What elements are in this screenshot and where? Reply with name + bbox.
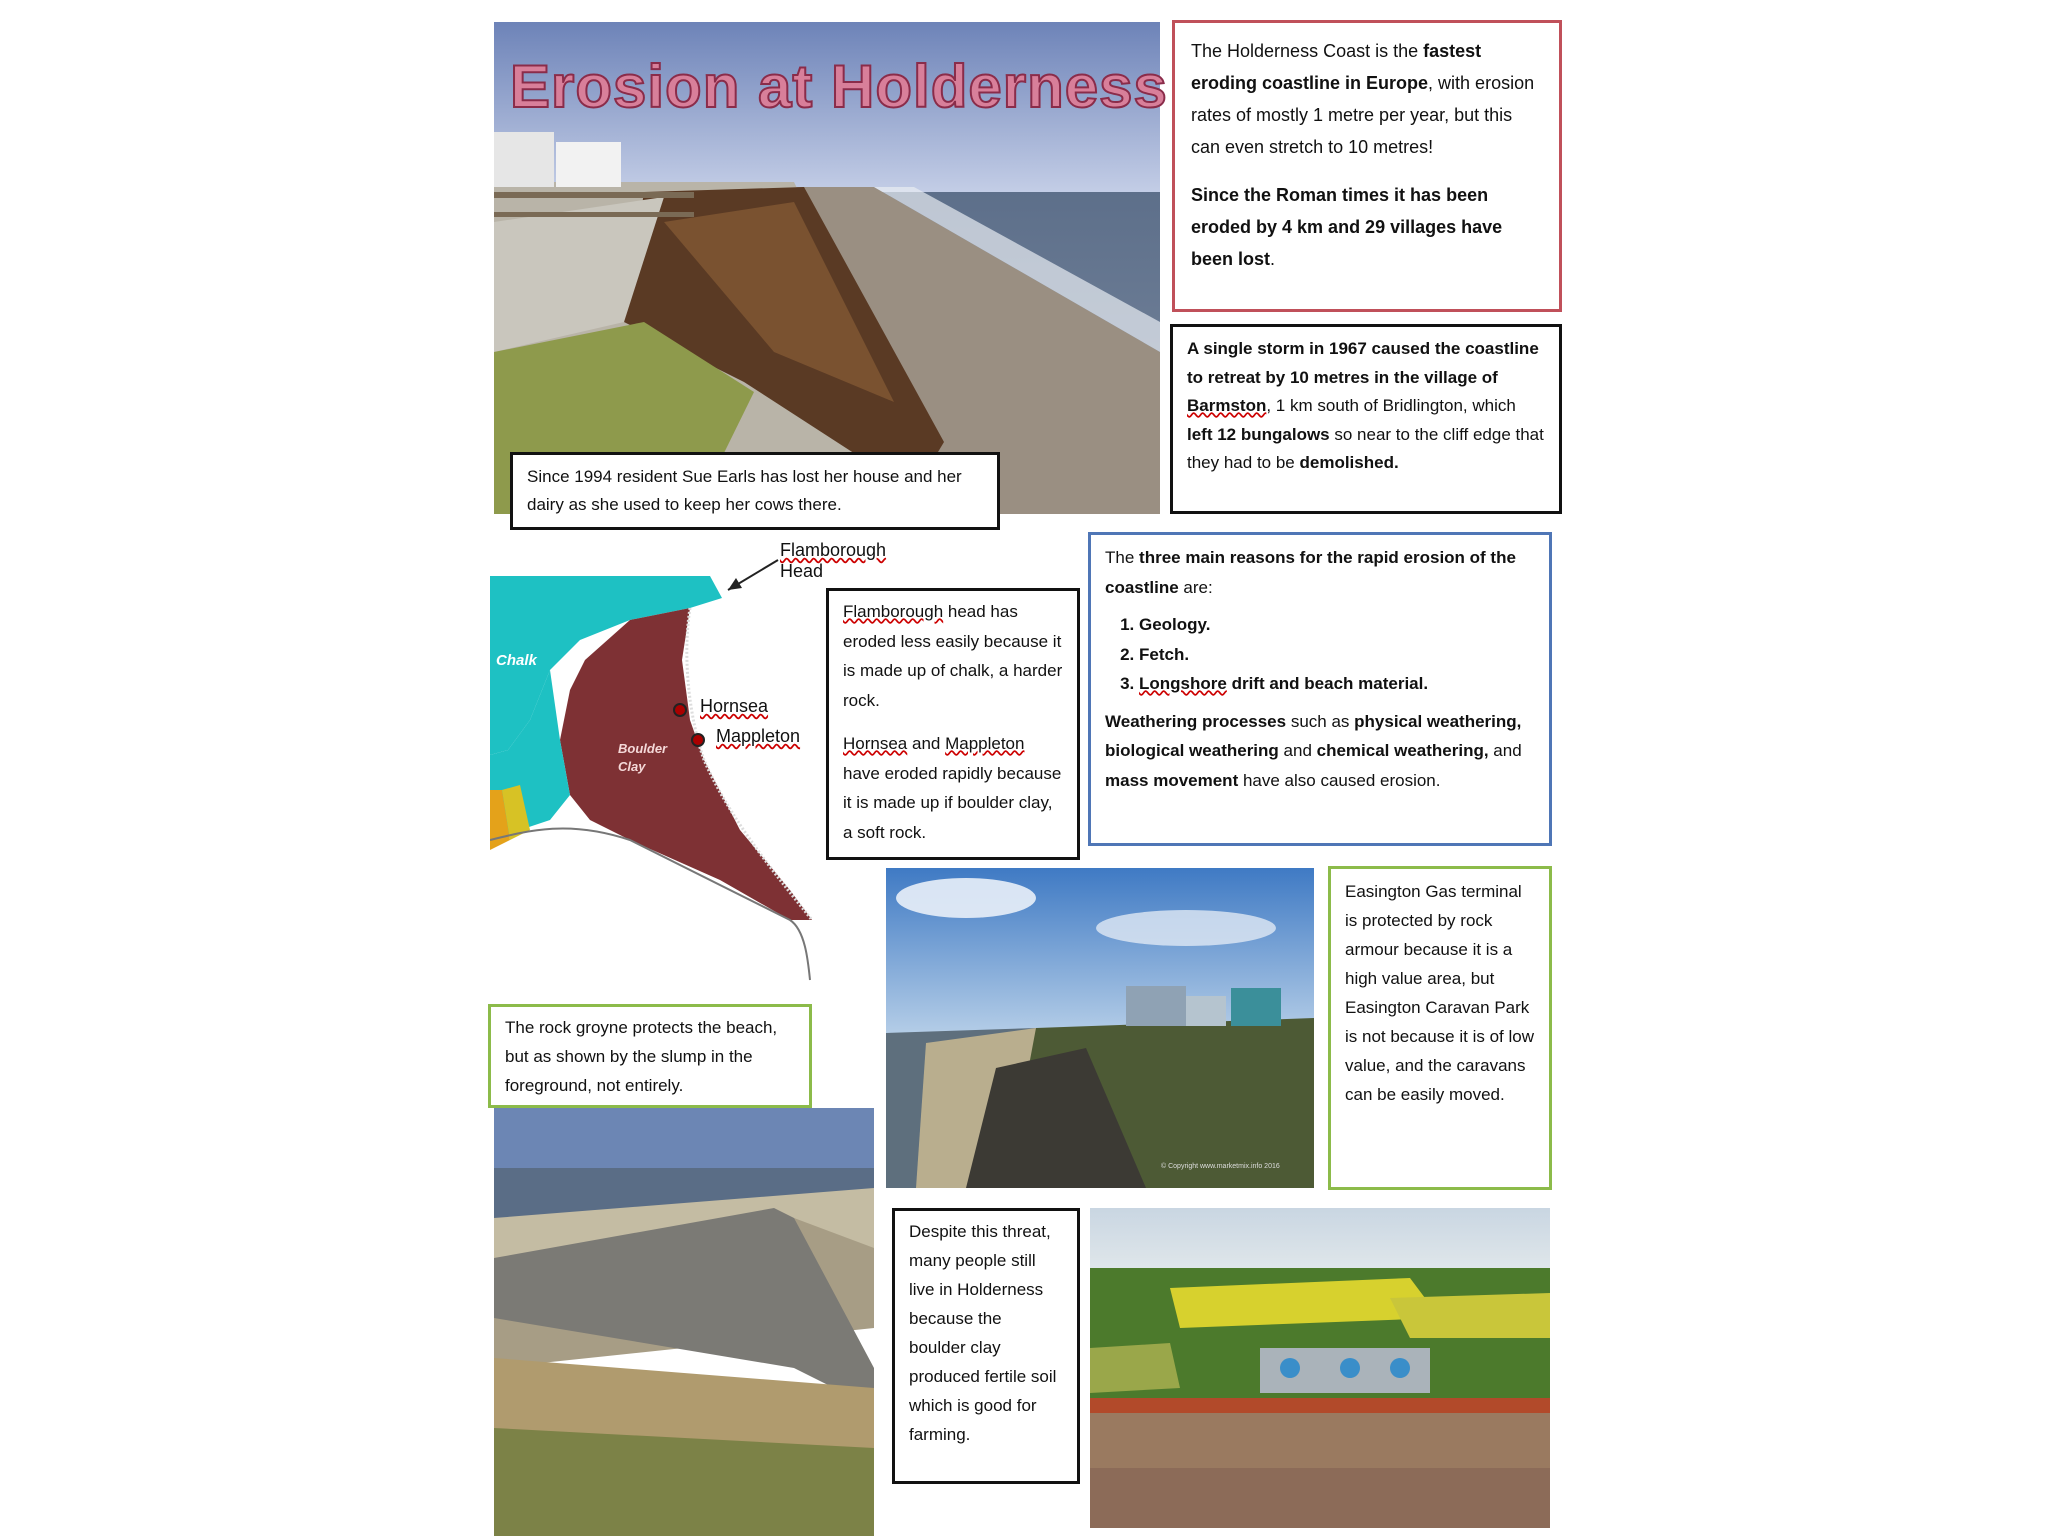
geology-and: and bbox=[907, 734, 946, 753]
hornsea-label: Hornsea bbox=[700, 696, 769, 716]
roman-text: Since the Roman times it has been eroded by bbox=[1191, 185, 1489, 237]
mappleton-label: Mappleton bbox=[716, 726, 801, 746]
intro-text-1: The Holderness Coast is the bbox=[1191, 41, 1424, 61]
weathering-3: physical weathering, biological weathering bbox=[1105, 711, 1522, 760]
roman-villages: 4 km and 29 villages have been lost bbox=[1191, 217, 1503, 269]
intro-fastest: fastest eroding coastline in Europe bbox=[1191, 41, 1482, 93]
storm-bungalows: left 12 bungalows bbox=[1187, 424, 1330, 444]
barmston: Barmston bbox=[1187, 396, 1267, 415]
weathering-2: such as bbox=[1286, 711, 1355, 731]
reason-fetch: 2. Fetch. bbox=[1139, 640, 1535, 670]
geology-mappleton: Mappleton bbox=[945, 734, 1025, 753]
longshore-word: Longshore bbox=[1139, 674, 1227, 693]
storm-1967-box bbox=[1170, 324, 1562, 514]
intro-fact-box bbox=[1172, 20, 1562, 312]
weathering-1: Weathering processes bbox=[1105, 711, 1287, 731]
boulder-clay-label bbox=[618, 740, 667, 776]
head-word: Head bbox=[780, 561, 824, 581]
easington-box bbox=[1328, 866, 1552, 1190]
reason-longshore bbox=[1139, 669, 1535, 699]
geology-text-2: have eroded rapidly because it is made up if boulder clay, a soft rock. bbox=[843, 763, 1062, 842]
boulder-word: Boulder bbox=[618, 741, 668, 756]
easington-gas-terminal-photo bbox=[886, 868, 1314, 1188]
intro-text-2: , with erosion rates of mostly 1 metre per year, but this can even stretch to 10 metres! bbox=[1191, 73, 1535, 157]
geology-text-1: head has eroded less easily because it is made up of chalk, a harder rock. bbox=[843, 602, 1063, 710]
reasons-intro-b: three main reasons for the rapid erosion of the coastline bbox=[1105, 548, 1516, 597]
reasons-intro-a: The bbox=[1105, 548, 1140, 567]
flamborough-word: Flamborough bbox=[780, 540, 887, 560]
storm-text-2: , 1 km south of Bridlington, which bbox=[1266, 396, 1516, 415]
flamborough-head-label bbox=[780, 540, 886, 582]
weathering-5: chemical weathering, bbox=[1316, 741, 1489, 760]
weathering-7: mass movement bbox=[1105, 770, 1239, 790]
photo-credit: © Copyright www.marketmix.info 2016 bbox=[1161, 1163, 1280, 1170]
storm-text-4: so near to the cliff edge that they had to be bbox=[1187, 424, 1544, 472]
page-title: Erosion at Holderness bbox=[510, 53, 1168, 120]
weathering-6: and bbox=[1488, 741, 1522, 760]
holderness-map bbox=[490, 540, 887, 990]
reasons-box bbox=[1088, 532, 1552, 846]
despite-text: Despite this threat, many people still live in Holderness because the boulder clay produced fertile soil which is good for farming. bbox=[909, 1222, 1057, 1444]
reasons-list bbox=[1105, 610, 1535, 699]
storm-text-1: A single storm in 1967 caused the coastline to retreat by 10 metres in the village of bbox=[1187, 339, 1539, 387]
groyne-text: The rock groyne protects the beach, but as shown by the slump in the foreground, not entirely. bbox=[505, 1018, 778, 1095]
despite-box bbox=[892, 1208, 1080, 1484]
storm-demolished: demolished. bbox=[1299, 453, 1399, 472]
resident-box bbox=[510, 452, 1000, 530]
reason-geology: 1. Geology. bbox=[1139, 610, 1535, 640]
chalk-label: Chalk bbox=[496, 652, 537, 669]
weathering-4: and bbox=[1278, 741, 1317, 760]
weathering-8: have also caused erosion. bbox=[1238, 770, 1441, 790]
groyne-box bbox=[488, 1004, 812, 1108]
geology-flamborough: Flamborough bbox=[843, 602, 944, 621]
rock-groyne-photo bbox=[494, 1108, 874, 1536]
geology-hornsea: Hornsea bbox=[843, 734, 908, 753]
geology-box bbox=[826, 588, 1080, 860]
roman-end: . bbox=[1270, 249, 1276, 269]
reasons-intro-c: are: bbox=[1178, 577, 1213, 597]
aerial-easington-photo bbox=[1090, 1208, 1550, 1528]
easington-text: Easington Gas terminal is protected by rock armour because it is a high value area, but Easington Caravan Park is not because it is of low value, and the caravans can be easily moved. bbox=[1345, 882, 1534, 1104]
longshore-rest: drift and beach material. bbox=[1226, 674, 1429, 693]
resident-text: Since 1994 resident Sue Earls has lost her house and her dairy as she used to keep her cows there. bbox=[527, 467, 962, 514]
clay-word: Clay bbox=[618, 759, 646, 774]
